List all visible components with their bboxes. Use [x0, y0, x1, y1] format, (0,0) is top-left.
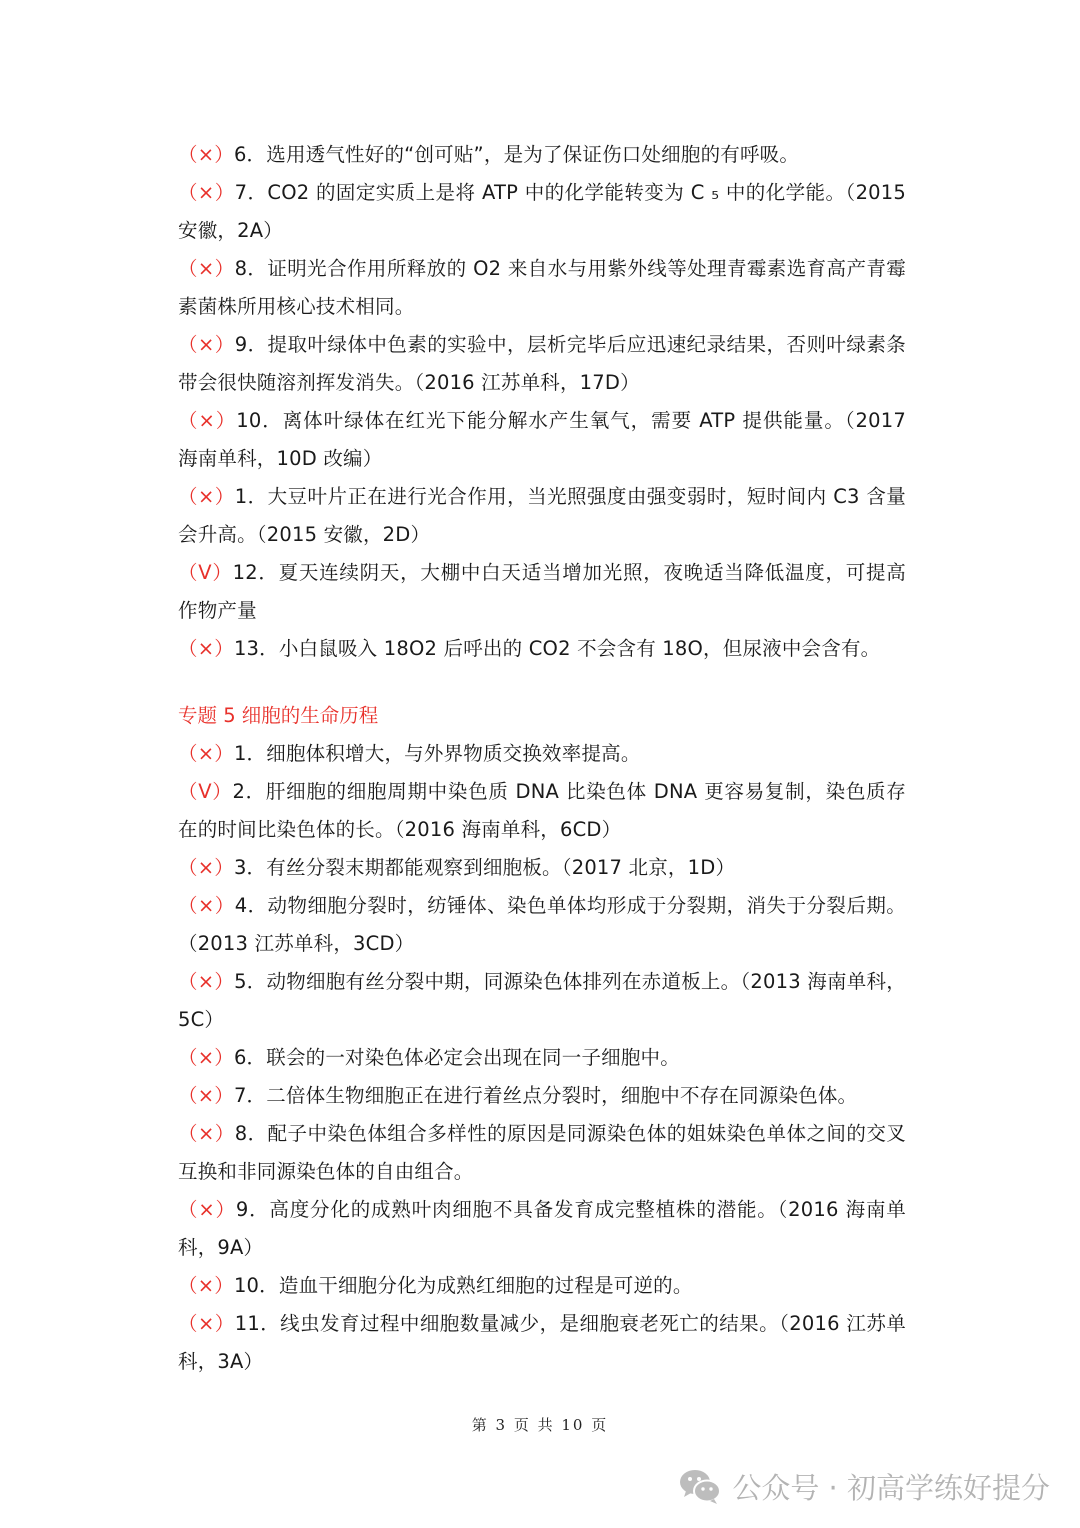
list-item: [178, 1039, 906, 1077]
item-text: 6．选用透气性好的“创可贴”，是为了保证伤口处细胞的有呼吸。: [233, 143, 800, 166]
answer-mark: （V）: [178, 780, 233, 803]
section-title: 专题 5 细胞的生命历程: [178, 704, 379, 727]
item-text: 7．二倍体生物细胞正在进行着丝点分裂时，细胞中不存在同源染色体。: [233, 1084, 858, 1107]
item-text: 9．高度分化的成熟叶肉细胞不具备发育成完整植株的潜能。（2016 海南单科，9A）: [178, 1198, 906, 1259]
list-item: [178, 1191, 906, 1267]
answer-mark: （×）: [178, 181, 235, 204]
watermark: [678, 1462, 1050, 1510]
item-text: 3．有丝分裂末期都能观察到细胞板。（2017 北京，1D）: [233, 856, 736, 879]
list-item: [178, 1267, 906, 1305]
answer-mark: （×）: [178, 409, 237, 432]
answer-mark: （×）: [178, 1046, 234, 1069]
document-body: [178, 136, 906, 1381]
list-item: [178, 735, 906, 773]
answer-mark: （×）: [178, 970, 235, 993]
answer-mark: （×）: [178, 143, 234, 166]
answer-mark: （×）: [178, 1122, 235, 1145]
answer-mark: （×）: [178, 637, 234, 660]
answer-mark: （×）: [178, 894, 235, 917]
item-text: 5．动物细胞有丝分裂中期，同源染色体排列在赤道板上。（2013 海南单科，5C）: [178, 970, 906, 1031]
item-text: 8．配子中染色体组合多样性的原因是同源染色体的姐妹染色单体之间的交叉互换和非同源染色体的自由组合。: [178, 1122, 906, 1183]
item-text: 6．联会的一对染色体必定会出现在同一子细胞中。: [233, 1046, 680, 1069]
list-item: [178, 1305, 906, 1381]
list-item: [178, 402, 906, 478]
list-item: [178, 963, 906, 1039]
list-item: [178, 174, 906, 250]
item-text: 7．CO2 的固定实质上是将 ATP 中的化学能转变为 C ₅ 中的化学能。（2015 安徽，2A）: [178, 181, 906, 242]
items-bottom: [178, 735, 906, 1381]
item-text: 4．动物细胞分裂时，纺锤体、染色单体均形成于分裂期，消失于分裂后期。（2013 江苏单科，3CD）: [178, 894, 906, 955]
answer-mark: （×）: [178, 1084, 234, 1107]
answer-mark: （V）: [178, 561, 233, 584]
item-text: 1．大豆叶片正在进行光合作用，当光照强度由强变弱时，短时间内 C3 含量会升高。（2015 安徽，2D）: [178, 485, 906, 546]
item-text: 9．提取叶绿体中色素的实验中，层析完毕后应迅速纪录结果，否则叶绿素条带会很快随溶剂挥发消失。（2016 江苏单科，17D）: [178, 333, 906, 394]
item-text: 1．细胞体积增大，与外界物质交换效率提高。: [233, 742, 641, 765]
answer-mark: （×）: [178, 257, 235, 280]
list-item: [178, 773, 906, 849]
item-text: 10．离体叶绿体在红光下能分解水产生氧气，需要 ATP 提供能量。（2017 海南单科，10D 改编）: [178, 409, 906, 470]
item-text: 12．夏天连续阴天，大棚中白天适当增加光照，夜晚适当降低温度，可提高作物产量: [178, 561, 906, 622]
item-text: 2．肝细胞的细胞周期中染色质 DNA 比染色体 DNA 更容易复制，染色质存在的时间比染色体的长。（2016 海南单科，6CD）: [178, 780, 906, 841]
list-item: [178, 136, 906, 174]
list-item: [178, 1115, 906, 1191]
list-item: [178, 554, 906, 630]
answer-mark: （×）: [178, 1312, 235, 1335]
item-text: 13．小白鼠吸入 18O2 后呼出的 CO2 不会含有 18O，但尿液中会含有。: [233, 637, 881, 660]
list-item: [178, 849, 906, 887]
answer-mark: （×）: [178, 856, 234, 879]
answer-mark: （×）: [178, 742, 234, 765]
list-item: [178, 887, 906, 963]
watermark-text: 公众号 · 初高学练好提分: [732, 1470, 1050, 1505]
answer-mark: （×）: [178, 485, 235, 508]
wechat-icon: [678, 1466, 722, 1506]
list-item: [178, 478, 906, 554]
item-text: 8．证明光合作用所释放的 O2 来自水与用紫外线等处理青霉素选育高产青霉素菌株所用核心技术相同。: [178, 257, 906, 318]
list-item: [178, 630, 906, 668]
answer-mark: （×）: [178, 1274, 234, 1297]
item-text: 10．造血干细胞分化为成熟红细胞的过程是可逆的。: [233, 1274, 693, 1297]
list-item: [178, 250, 906, 326]
answer-mark: （×）: [178, 1198, 236, 1221]
list-item: [178, 326, 906, 402]
list-item: [178, 1077, 906, 1115]
items-top: [178, 136, 906, 668]
answer-mark: （×）: [178, 333, 235, 356]
item-text: 11．线虫发育过程中细胞数量减少，是细胞衰老死亡的结果。（2016 江苏单科，3A）: [178, 1312, 906, 1373]
page-footer: 第 3 页 共 10 页: [471, 1416, 609, 1434]
